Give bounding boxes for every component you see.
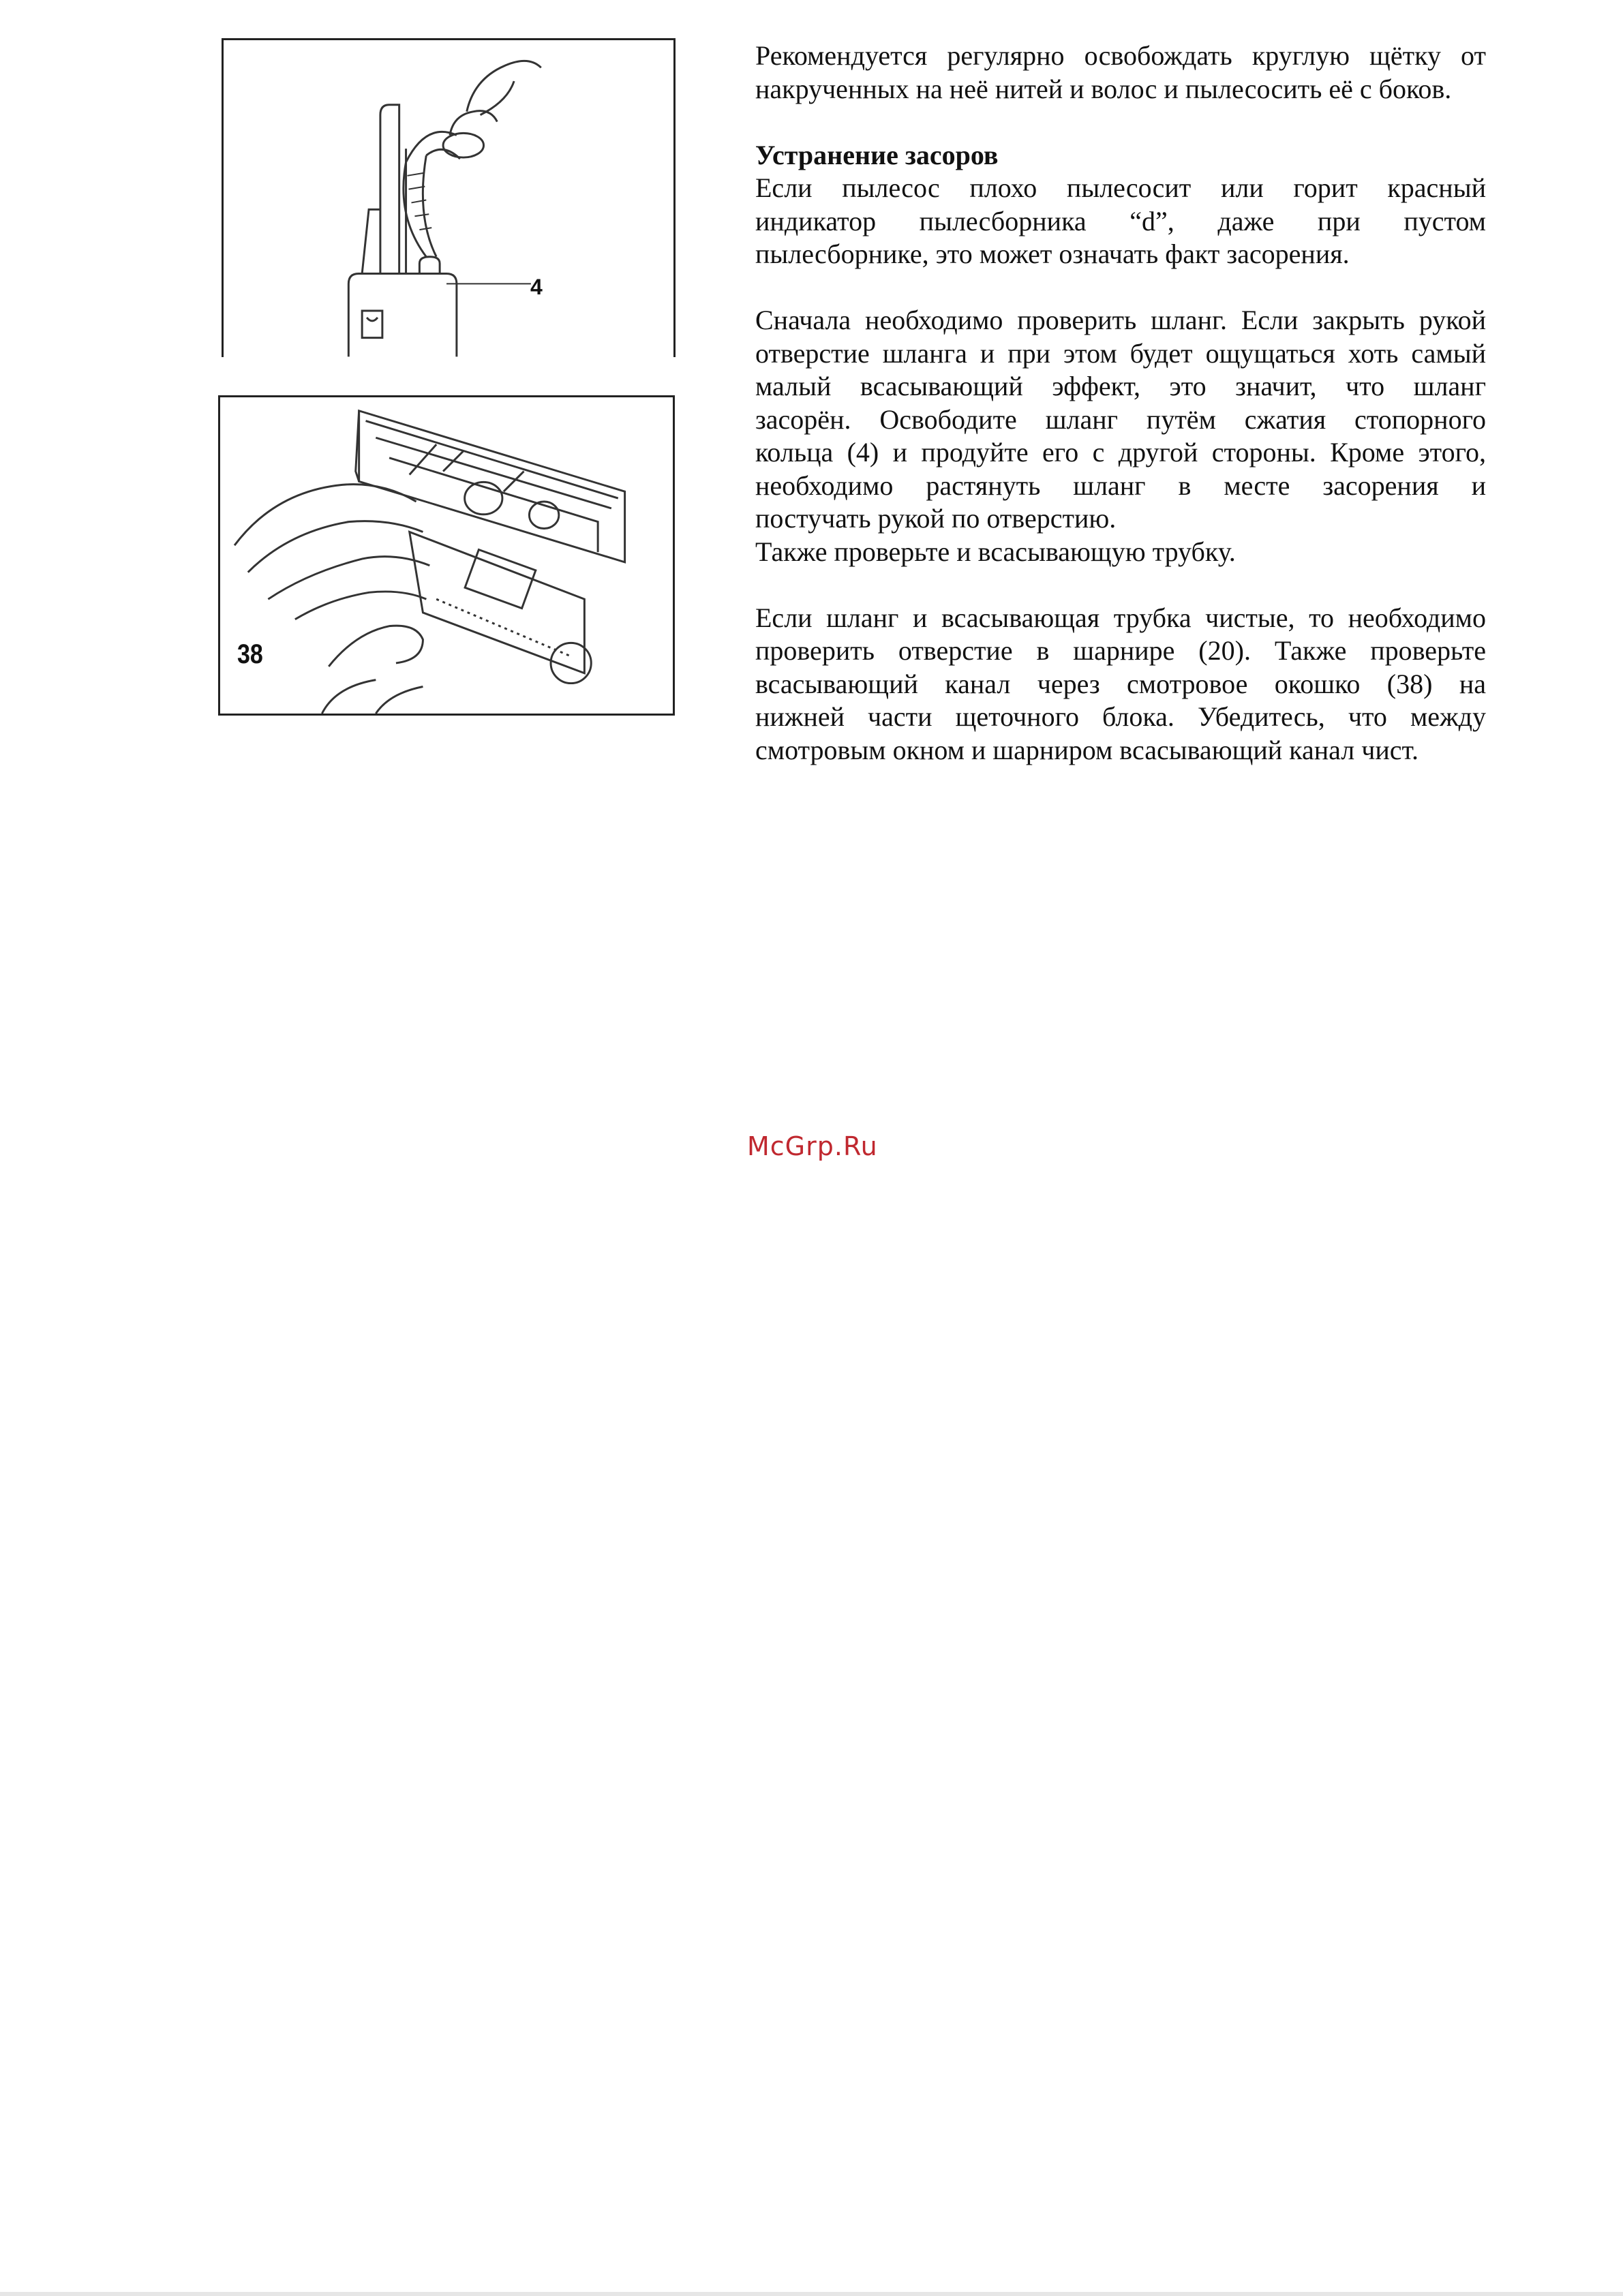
callout-38: 38 bbox=[237, 639, 263, 669]
text-line: Сначала необходимо проверить шланг. Если закрыть рукой bbox=[755, 305, 1486, 335]
callout-4: 4 bbox=[530, 275, 543, 299]
text-line: проверить отверстие в шарнире (20). Также проверьте bbox=[755, 635, 1486, 666]
text-line: пылесборнике, это может означать факт засорения. bbox=[755, 239, 1350, 269]
text-line: Если пылесос плохо пылесосит или горит красный bbox=[755, 172, 1486, 203]
text-line: всасывающий канал через смотровое окошко (38) на bbox=[755, 668, 1486, 699]
text-line: засорён. Освободите шланг путём сжатия стопорного bbox=[755, 403, 1486, 435]
paragraph-check-tube bbox=[755, 536, 1486, 569]
paragraph-check-joint bbox=[755, 602, 1486, 767]
paragraph-blockage-symptoms bbox=[755, 172, 1486, 271]
text-line: Рекомендуется регулярно освобождать круглую щётку от bbox=[755, 40, 1486, 71]
text-line: Если шланг и всасывающая трубка чистые, то необходимо bbox=[755, 602, 1486, 633]
vacuum-hose-illustration bbox=[224, 40, 673, 357]
figure-inspection-window bbox=[218, 395, 675, 716]
section-heading: Устранение засоров bbox=[755, 139, 999, 170]
brush-head-illustration bbox=[220, 397, 673, 714]
text-line: индикатор пылесборника “d”, даже при пустом bbox=[755, 205, 1486, 236]
text-line: постучать рукой по отверстию. bbox=[755, 503, 1117, 534]
instruction-text bbox=[755, 40, 1486, 800]
page-bottom-edge bbox=[0, 2292, 1623, 2296]
text-line: Также проверьте и всасывающую трубку. bbox=[755, 536, 1236, 567]
figure-hose-locking-ring bbox=[222, 38, 676, 357]
watermark-text: McGrp.Ru bbox=[747, 1131, 878, 1161]
paragraph-check-hose bbox=[755, 304, 1486, 536]
text-line: накрученных на неё нитей и волос и пылесосить её с боков. bbox=[755, 73, 1452, 104]
text-line: нижней части щеточного блока. Убедитесь, что между bbox=[755, 701, 1486, 732]
text-line: отверстие шланга и при этом будет ощущаться хоть самый bbox=[755, 337, 1486, 369]
text-line: смотровым окном и шарниром всасывающий канал чист. bbox=[755, 734, 1419, 765]
text-line: кольца (4) и продуйте его с другой стороны. Кроме этого, bbox=[755, 437, 1486, 468]
text-line: малый всасывающий эффект, это значит, что шланг bbox=[755, 371, 1486, 401]
paragraph-brush-cleaning bbox=[755, 40, 1486, 106]
text-line: необходимо растянуть шланг в месте засорения и bbox=[755, 470, 1486, 501]
